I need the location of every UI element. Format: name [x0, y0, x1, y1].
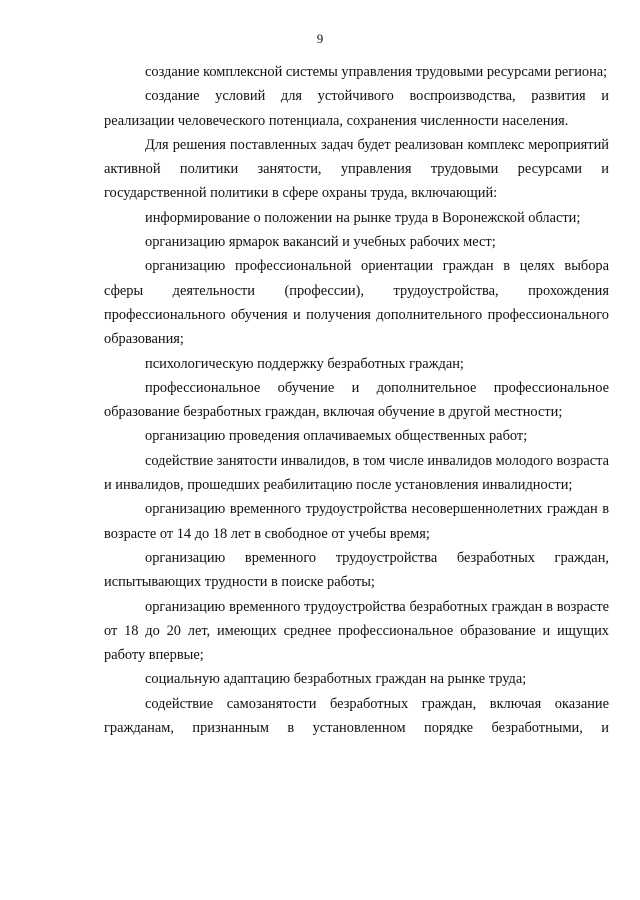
paragraph: создание комплексной системы управления трудовыми ресурсами региона;	[145, 64, 608, 80]
paragraph: психологическую поддержку безработных граждан;	[145, 355, 464, 372]
document-body	[104, 60, 609, 740]
paragraph: организацию профессиональной ориентации граждан в целях выбора сферы деятельности (профессии), трудоустройства, прохождения профессионального обучения и получения дополнительного профессионального образования;	[104, 258, 609, 348]
paragraph: Для решения поставленных задач будет реализован комплекс мероприятий активной политики занятости, управления трудовыми ресурсами и государственной политики в сфере охраны труда, включающий:	[104, 136, 609, 202]
paragraph: организацию временного трудоустройства несовершеннолетних граждан в возрасте от 14 до 18 лет в свободное от учебы время;	[104, 501, 609, 542]
paragraph: организацию ярмарок вакансий и учебных рабочих мест;	[145, 234, 496, 251]
paragraph: социальную адаптацию безработных граждан на рынке труда;	[145, 671, 527, 688]
paragraph: содействие самозанятости безработных граждан, включая оказание гражданам, признанным в установленном порядке безработными, и	[104, 695, 609, 737]
paragraph: организацию временного трудоустройства безработных граждан, испытывающих трудности в поиске работы;	[104, 549, 609, 591]
paragraph: организацию временного трудоустройства безработных граждан в возрасте от 18 до 20 лет, имеющих среднее профессиональное образование и ищущих работу впервые;	[104, 598, 609, 664]
paragraph: создание условий для устойчивого воспроизводства, развития и реализации человеческого потенциала, сохранения численности населения.	[104, 88, 609, 129]
paragraph: содействие занятости инвалидов, в том числе инвалидов молодого возраста и инвалидов, прошедших реабилитацию после установления инвалидности;	[104, 452, 609, 494]
page-number: 9	[316, 31, 324, 46]
paragraph: организацию проведения оплачиваемых общественных работ;	[145, 428, 528, 445]
paragraph: профессиональное обучение и дополнительное профессиональное образование безработных граждан, включая обучение в другой местности;	[104, 379, 609, 421]
paragraph: информирование о положении на рынке труда в Воронежской области;	[145, 209, 581, 226]
